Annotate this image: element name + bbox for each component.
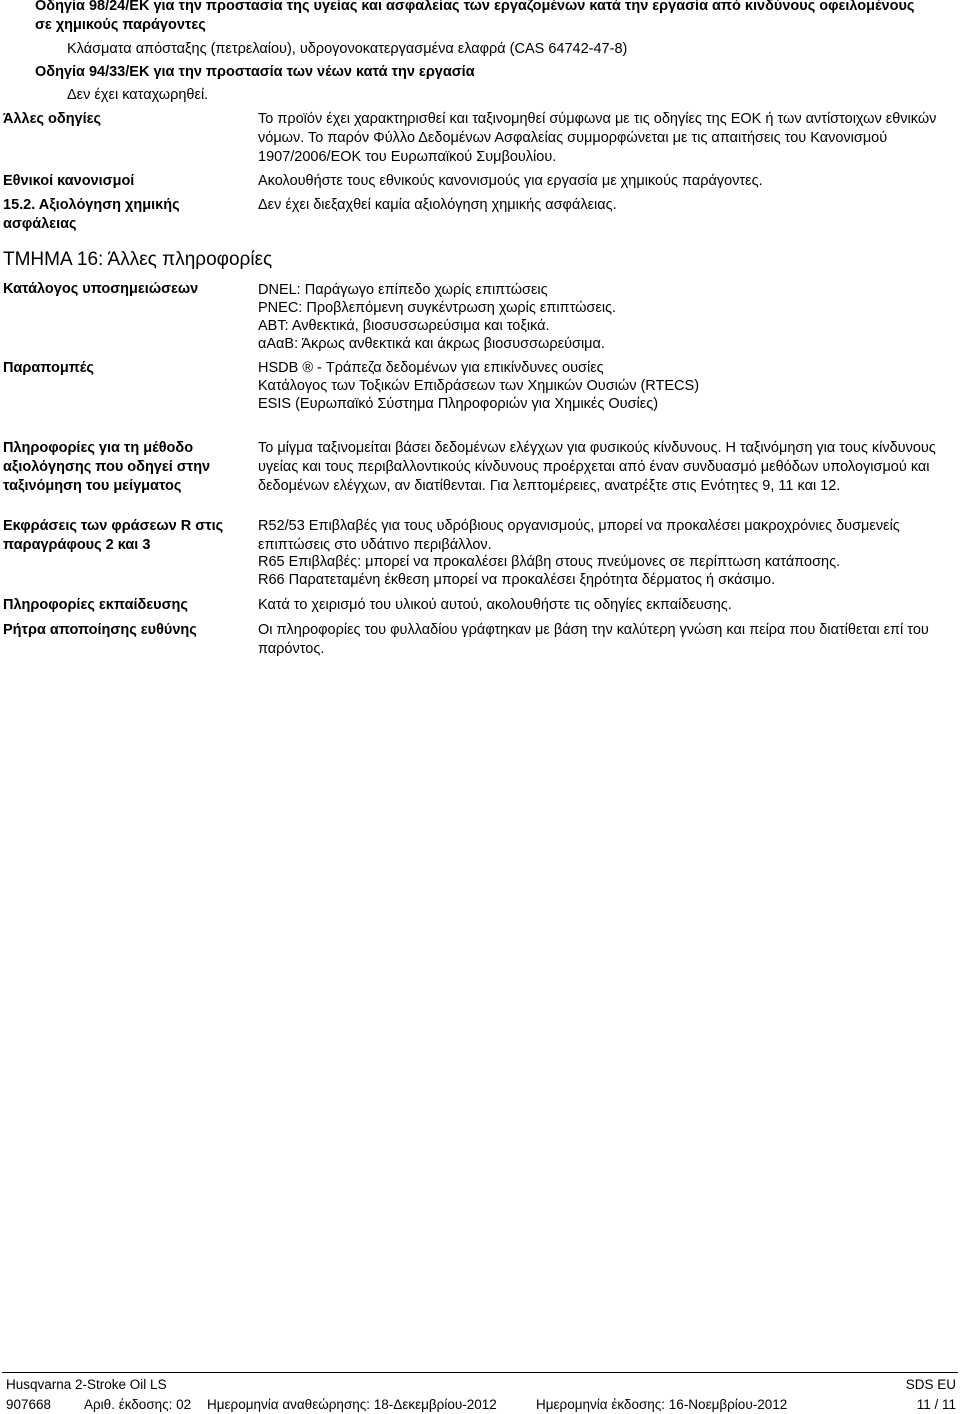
abbreviation-line: DNEL: Παράγωγο επίπεδο χωρίς επιπτώσεις	[258, 282, 548, 298]
abbreviation-line: ΑΒΤ: Ανθεκτικά, βιοσυσσωρεύσιμα και τοξικά.	[258, 318, 550, 334]
reference-line: HSDB ® - Τράπεζα δεδομένων για επικίνδυνες ουσίες	[258, 360, 604, 376]
training-label: Πληροφορίες εκπαίδευσης	[3, 597, 188, 613]
chemical-safety-text: Δεν έχει διεξαχθεί καμία αξιολόγηση χημικής ασφάλειας.	[258, 197, 617, 213]
footer-doc-type: SDS EU	[905, 1377, 956, 1392]
classification-method-text: Το μίγμα ταξινομείται βάσει δεδομένων ελέγχων για φυσικούς κίνδυνους. Η ταξινόμηση για τους κίνδυνους υγείας και τους περιβαλλοντικούς κίνδυνους προέρχεται από έναν συνδυασμό μεθόδων υπολογισμού και δεδομένων ελέγχων, αν διατίθενται. Για λεπτομέρειες, ανατρέξτε στις Ενότητες 9, 11 και 12.	[258, 440, 936, 494]
chemical-safety-label: 15.2. Αξιολόγηση χημικής ασφάλειας	[3, 197, 180, 232]
disclaimer-text: Οι πληροφορίες του φυλλαδίου γράφτηκαν με βάση την καλύτερη γνώση και πείρα που διατίθεται επί του παρόντος.	[258, 622, 929, 657]
abbreviation-line: αΑαΒ: Άκρως ανθεκτικά και άκρως βιοσυσσωρεύσιμα.	[258, 336, 605, 352]
footer-issue-number: Αριθ. έκδοσης: 02	[84, 1397, 192, 1412]
classification-method-label: Πληροφορίες για τη μέθοδο αξιολόγησης που οδηγεί στην ταξινόμηση του μείγματος	[3, 440, 211, 494]
other-directives-label: Άλλες οδηγίες	[3, 111, 102, 127]
r-phrases-label: Εκφράσεις των φράσεων R στις παραγράφους 2 και 3	[3, 518, 224, 553]
r-phrase-line: R65 Επιβλαβές: μπορεί να προκαλέσει βλάβη στους πνεύμονες σε περίπτωση κατάποσης.	[258, 554, 841, 570]
r-phrase-line: R52/53 Επιβλαβές για τους υδρόβιους οργανισμούς, μπορεί να προκαλέσει μακροχρόνιες δυσμενείς επιπτώσεις στο υδάτινο περιβάλλον.	[258, 518, 900, 553]
abbreviations-label: Κατάλογος υποσημειώσεων	[3, 281, 199, 297]
reference-line: ESIS (Ευρωπαϊκό Σύστημα Πληροφοριών για Χημικές Ουσίες)	[258, 396, 659, 412]
footer-rule	[2, 1372, 958, 1373]
footer-issue-date: Ημερομηνία έκδοσης: 16-Νοεμβρίου-2012	[536, 1397, 788, 1412]
footer-product: Husqvarna 2-Stroke Oil LS	[6, 1377, 167, 1392]
training-text: Κατά το χειρισμό του υλικού αυτού, ακολουθήστε τις οδηγίες εκπαίδευσης.	[258, 597, 732, 613]
other-directives-text: Το προϊόν έχει χαρακτηρισθεί και ταξινομηθεί σύμφωνα με τις οδηγίες της ΕΟΚ ή των αντίστοιχων εθνικών νόμων. Το παρόν Φύλλο Δεδομένων Ασφαλείας συμμορφώνεται με τις απαιτήσεις του Κανονισμού 1907/2006/ΕΟΚ του Ευρωπαϊκού Συμβουλίου.	[258, 111, 937, 165]
footer-page-number: 11 / 11	[916, 1397, 956, 1412]
footer-code: 907668	[6, 1397, 52, 1412]
r-phrase-line: R66 Παρατεταμένη έκθεση μπορεί να προκαλέσει ξηρότητα δέρματος ή σκάσιμο.	[258, 572, 776, 588]
not-listed-text: Δεν έχει καταχωρηθεί.	[67, 87, 209, 103]
reference-line: Κατάλογος των Τοξικών Επιδράσεων των Χημικών Ουσιών (RTECS)	[258, 378, 700, 394]
abbreviation-line: PNEC: Προβλεπόμενη συγκέντρωση χωρίς επιπτώσεις.	[258, 300, 617, 316]
directive-94-33: Οδηγία 94/33/ΕΚ για την προστασία των νέων κατά την εργασία	[35, 64, 475, 80]
national-regulations-text: Ακολουθήστε τους εθνικούς κανονισμούς για εργασία με χημικούς παράγοντες.	[258, 173, 763, 189]
national-regulations-label: Εθνικοί κανονισμοί	[3, 173, 135, 189]
footer-revision-date: Ημερομηνία αναθεώρησης: 18-Δεκεμβρίου-2012	[207, 1397, 497, 1412]
section-16-title: ΤΜΗΜΑ 16: Άλλες πληροφορίες	[3, 249, 273, 270]
references-label: Παραπομπές	[3, 360, 94, 376]
disclaimer-label: Ρήτρα αποποίησης ευθύνης	[3, 622, 197, 638]
directive-98-24: Οδηγία 98/24/ΕΚ για την προστασία της υγείας και ασφαλείας των εργαζομένων κατά την εργασία από κινδύνους οφειλομένους σε χημικούς παράγοντες	[35, 0, 915, 33]
distillates-cas: Κλάσματα απόσταξης (πετρελαίου), υδρογονοκατεργασμένα ελαφρά (CAS 64742-47-8)	[67, 41, 628, 57]
